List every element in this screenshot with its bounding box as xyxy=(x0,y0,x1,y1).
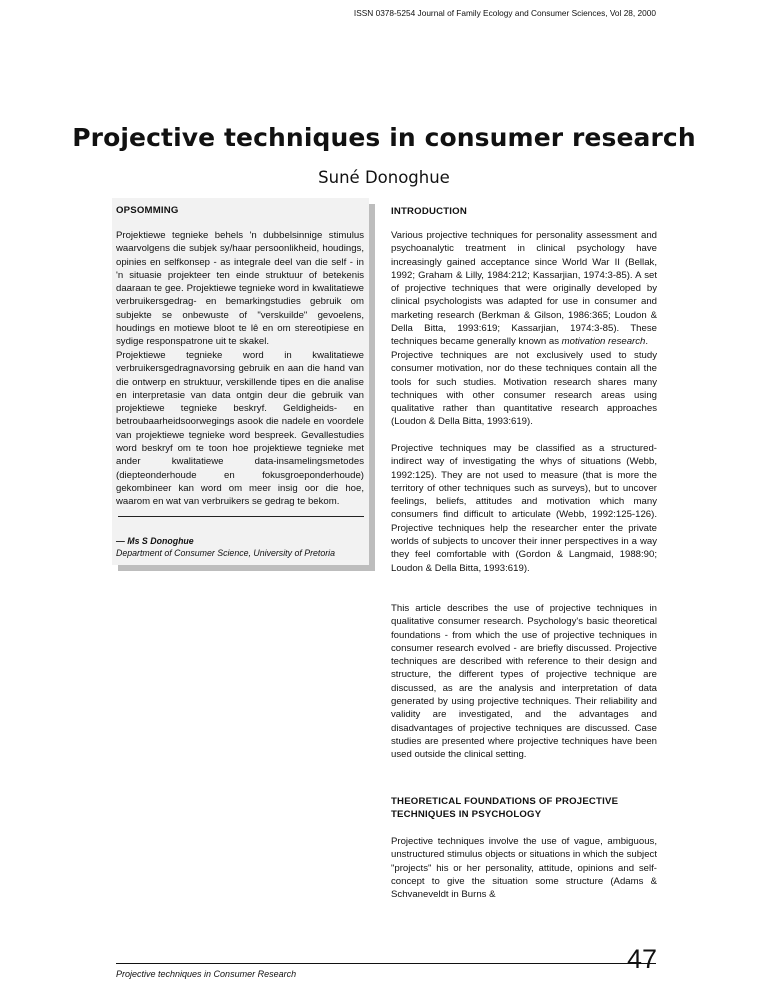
article-title: Projective techniques in consumer research xyxy=(72,123,696,152)
motivation-research-term: motivation research xyxy=(561,336,646,348)
abstract-affiliation: Department of Consumer Science, University of Pretoria xyxy=(116,548,336,558)
introduction-paragraph-1-text: Various projective techniques for personality assessment and psychoanalytic treatment in clinical psychology have increasingly gained acceptance since World War II (Bellak, 1992; Graham & Lilly, 1984:212; Kassarjian, 1974:3-85). A set of projective techniques that were originally developed by clinical psychologists was adapted for use in consumer and marketing research (Berkman & Gilson, 1986:365; Loudon & Della Bitta, 1993:619; Kassarjian, 1974:3-85). These techniques became generally known as xyxy=(391,230,657,348)
footer-divider xyxy=(116,963,656,964)
page-number: 47 xyxy=(626,944,657,974)
theory-heading: THEORETICAL FOUNDATIONS OF PROJECTIVE TECHNIQUES IN PSYCHOLOGY xyxy=(391,796,619,821)
footer-title: Projective techniques in Consumer Research xyxy=(116,969,297,979)
abstract-paragraph-2: Projektiewe tegnieke word in kwalitatiewe verbruikersgedragnavorsing gebruik en aan die hand van die ontwerp en struktuur, verskillende tipes en die analise en interpretasie van data ontgin deur die gebruik van projektiewe tegnieke beskryf. Geldigheids- en betroubaarheidsoorwegings asook die nadele en voordele van projektiewe tegnieke word bespreek. Gevallestudies word beskryf om te toon hoe projektiewe tegnieke met ander kwalitatiewe data-insamelingsmetodes (diepteonderhoude en fokusgroeponderhoude) gekombineer kan word om meer insig oor die hoe, waarom en wat van verbruikers se gedrag te bekom. xyxy=(116,350,364,508)
introduction-paragraph-1 xyxy=(391,229,657,349)
abstract-divider xyxy=(118,516,364,517)
introduction-heading: INTRODUCTION xyxy=(391,206,467,217)
abstract-heading: OPSOMMING xyxy=(116,205,179,216)
introduction-paragraph-2: Projective techniques are not exclusively used to study consumer motivation, nor do these techniques contain all the tools for such studies. Motivation research shares many techniques with other consumer research areas using qualitative rather than quantitative research approaches (Loudon & Della Bitta, 1993:619). xyxy=(391,350,657,428)
introduction-paragraph-4: This article describes the use of projective techniques in qualitative consumer research. Psychology's basic theoretical foundations - from which the use of projective techniques in consumer research evolved - are briefly discussed. Projective techniques are described with reference to their design and structure, the different types of projective technique are discussed, as are the analysis and interpretation of data generated by using projective techniques. Their reliability and validity are investigated, and the advantages and disadvantages of projective techniques are discussed. Case studies are presented where projective techniques have been used outside the clinical setting. xyxy=(391,603,657,761)
introduction-paragraph-3: Projective techniques may be classified as a structured-indirect way of investigating the whys of situations (Webb, 1992:125). They are not used to measure (that is more the territory of other techniques such as surveys), but to uncover feelings, beliefs, attitudes and motivation which many consumers find difficult to articulate (Webb, 1992:125-126). Projective techniques help the researcher enter the private worlds of subjects to uncover their inner perspectives in a way they feel comfortable with (Gordon & Langmaid, 1988:90; Loudon & Della Bitta, 1993:619). xyxy=(391,443,657,574)
abstract-author-line: — Ms S Donoghue xyxy=(116,536,194,546)
abstract-paragraph-1: Projektiewe tegnieke behels 'n dubbelsinnige stimulus waarvolgens die subjek sy/haar persoonlikheid, houdings, opinies en selfkonsep - as integrale deel van die self - in 'n situasie projekteer ten einde struktuur of betekenis daaraan te gee. Projektiewe tegnieke word in kwalitatiewe verbruikersgedrag- en bemarkingstudies gebruik om subjekte se onbewuste of "verskuilde" gevoelens, houdings en motiewe bloot te lê en om stereotipiese en sydige responspatrone uit te skakel. xyxy=(116,230,364,348)
introduction-paragraph-1-end: . xyxy=(645,336,649,348)
running-head: ISSN 0378-5254 Journal of Family Ecology and Consumer Sciences, Vol 28, 2000 xyxy=(353,8,656,18)
theory-paragraph-1: Projective techniques involve the use of vague, ambiguous, unstructured stimulus objects or situations in which the subject "projects" his or her personality, attitude, opinions and self-concept to give the situation some structure (Adams & Schvaneveldt in Burns & xyxy=(391,836,657,901)
article-author: Suné Donoghue xyxy=(318,168,450,187)
